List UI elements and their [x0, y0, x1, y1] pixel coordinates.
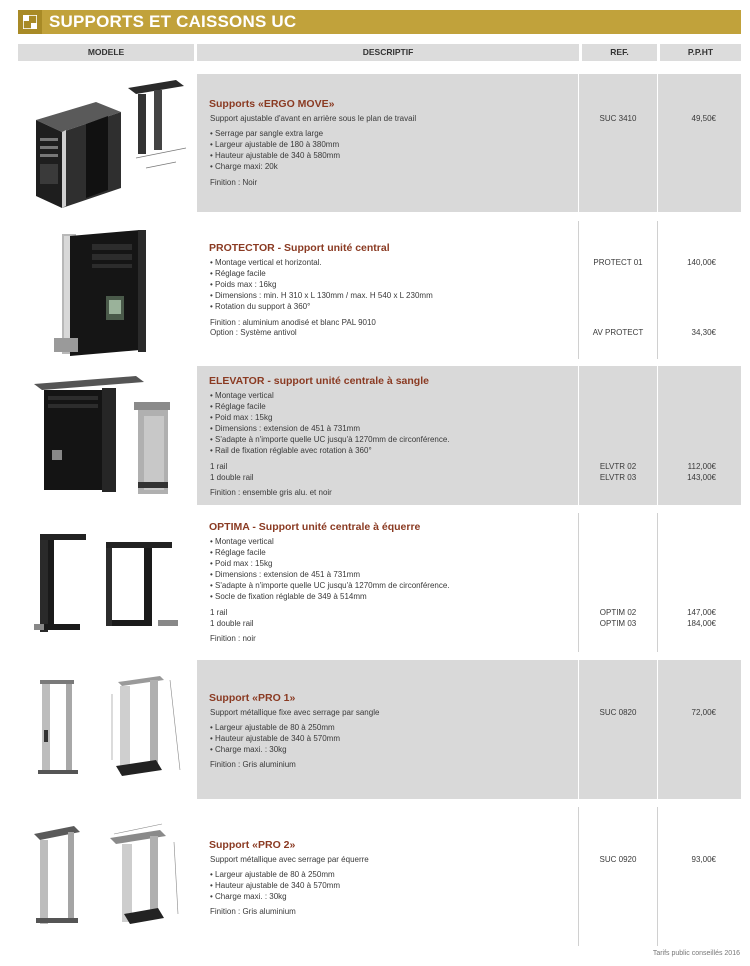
product-desc-line: • Hauteur ajustable de 340 à 570mm [210, 734, 340, 743]
product-title: Supports «ERGO MOVE» [209, 98, 335, 110]
product-price: 49,50€ [691, 114, 716, 123]
product-desc-line: • Serrage par sangle extra large [210, 129, 324, 138]
elevator-product-image [26, 372, 194, 500]
product-desc-line: • Montage vertical et horizontal. [210, 258, 322, 267]
product-desc-line: • Charge maxi. : 30kg [210, 745, 287, 754]
product-desc-line: • Poid max : 15kg [210, 413, 273, 422]
product-desc-line: Support métallique fixe avec serrage par sangle [210, 708, 380, 717]
product-price: 184,00€ [687, 619, 716, 628]
product-finish: Finition : aluminium anodisé et blanc PAL 9010 [210, 318, 376, 327]
product-desc-line: • Rotation du support à 360° [210, 302, 311, 311]
product-price: 112,00€ [687, 462, 716, 471]
product-ref: SUC 0920 [599, 855, 637, 864]
product-title: Support «PRO 1» [209, 692, 296, 704]
product-price: 93,00€ [691, 855, 716, 864]
product-desc-line: • S'adapte à n'importe quelle UC jusqu'à 1270mm de circonférence. [210, 435, 450, 444]
column-header-modele: MODELE [18, 44, 194, 61]
product-finish: Finition : Gris aluminium [210, 760, 296, 769]
product-desc-line: • Largeur ajustable de 80 à 250mm [210, 870, 335, 879]
ergo-move-product-image [26, 80, 194, 210]
product-variant: 1 rail [210, 462, 228, 471]
product-desc-line: • Largeur ajustable de 80 à 250mm [210, 723, 335, 732]
product-desc-line: • Socle de fixation réglable de 349 à 514mm [210, 592, 367, 601]
product-desc-line: • Dimensions : extension de 451 à 731mm [210, 570, 360, 579]
section-title: SUPPORTS ET CAISSONS UC [49, 12, 297, 31]
product-desc-line: Support ajustable d'avant en arrière sous le plan de travail [210, 114, 417, 123]
product-desc-line: • Rail de fixation réglable avec rotation à 360° [210, 446, 372, 455]
section-logo-icon [18, 10, 42, 34]
product-title: PROTECTOR - Support unité central [209, 242, 390, 254]
section-header [18, 10, 741, 34]
product-desc-line: • Poids max : 16kg [210, 280, 277, 289]
product-desc-line: • Hauteur ajustable de 340 à 580mm [210, 151, 340, 160]
product-desc-line: • Hauteur ajustable de 340 à 570mm [210, 881, 340, 890]
product-title: Support «PRO 2» [209, 839, 296, 851]
column-header-price: P.P.HT [660, 44, 741, 61]
product-finish: Finition : noir [210, 634, 256, 643]
product-variant: 1 rail [210, 608, 228, 617]
pro-2-product-image [28, 822, 188, 932]
product-desc-line: • Réglage facile [210, 402, 266, 411]
footer-note: Tarifs public conseillés 2016 [652, 950, 740, 957]
product-finish: Finition : Noir [210, 178, 258, 187]
product-ref: SUC 0820 [599, 708, 637, 717]
product-ref: OPTIM 03 [599, 619, 637, 628]
product-ref: AV PROTECT [592, 328, 644, 337]
product-ref: OPTIM 02 [599, 608, 637, 617]
product-desc-line: • Montage vertical [210, 391, 274, 400]
product-ref: SUC 3410 [599, 114, 637, 123]
product-title: OPTIMA - Support unité centrale à équerre [209, 521, 421, 533]
product-price: 147,00€ [687, 608, 716, 617]
product-price: 140,00€ [687, 258, 716, 267]
product-title: ELEVATOR - support unité centrale à sangle [209, 375, 429, 387]
product-finish: Finition : Gris aluminium [210, 907, 296, 916]
column-header-descriptif: DESCRIPTIF [197, 44, 579, 61]
protector-product-image [50, 226, 160, 358]
product-variant: 1 double rail [210, 473, 254, 482]
product-desc-line: Support métallique avec serrage par équerre [210, 855, 369, 864]
product-ref: ELVTR 02 [599, 462, 637, 471]
column-header-ref: REF. [582, 44, 657, 61]
product-desc-line: • Réglage facile [210, 269, 266, 278]
product-ref: ELVTR 03 [599, 473, 637, 482]
product-price: 34,30€ [691, 328, 716, 337]
product-option: Option : Système antivol [210, 328, 297, 337]
product-desc-line: • Dimensions : min. H 310 x L 130mm / max. H 540 x L 230mm [210, 291, 433, 300]
product-desc-line: • Dimensions : extension de 451 à 731mm [210, 424, 360, 433]
product-price: 72,00€ [691, 708, 716, 717]
product-desc-line: • Montage vertical [210, 537, 274, 546]
product-ref: PROTECT 01 [593, 258, 643, 267]
pro-1-product-image [30, 670, 190, 794]
product-price: 143,00€ [687, 473, 716, 482]
product-variant: 1 double rail [210, 619, 254, 628]
product-desc-line: • Charge maxi. : 30kg [210, 892, 287, 901]
product-desc-line: • S'adapte à n'importe quelle UC jusqu'à 1270mm de circonférence. [210, 581, 450, 590]
optima-product-image [26, 524, 194, 636]
product-desc-line: • Largeur ajustable de 180 à 380mm [210, 140, 340, 149]
product-desc-line: • Charge maxi: 20k [210, 162, 278, 171]
product-finish: Finition : ensemble gris alu. et noir [210, 488, 332, 497]
product-desc-line: • Poid max : 15kg [210, 559, 273, 568]
product-desc-line: • Réglage facile [210, 548, 266, 557]
